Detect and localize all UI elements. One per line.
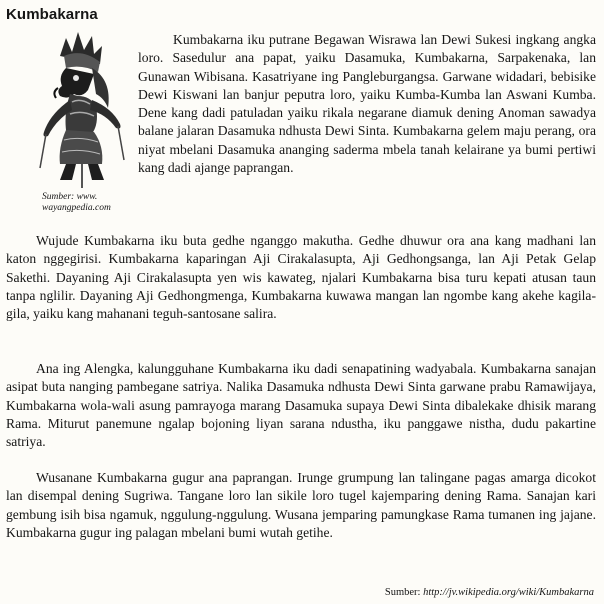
paragraph-2: Wujude Kumbakarna iku buta gedhe nganggo makutha. Gedhe dhuwur ora ana kang madhani lan katon nggegirisi. Kumbakarna kaparingan Aji Cirakalasupta, Aji Gedhongsanga, lan Aji Petak Gelap Sakethi. Dayaning Aji Cirakalasupta yen wis kawateg, njalari Kumbakarna bisa turu kepati atusan taun tanpa nglilir. Dayaning Aji Gedhongmenga, Kumbakarna kuwawa mangan lan ngombe kang akehe kagila-gila, yaiku kang mahanani teguh-santosane salira. bbox=[6, 233, 596, 322]
source-citation bbox=[385, 587, 594, 598]
figure-caption: Sumber: www. wayangpedia.com bbox=[42, 192, 111, 213]
paragraph-1: Kumbakarna iku putrane Begawan Wisrawa lan Dewi Sukesi ingkang angka loro. Sasedulur ana papat, yaiku Dasamuka, Kumbakarna, Sarpakenaka, lan Gunawan Wibisana. Kasatriyane ing Pangleburgangsa. Garwane widadari, bebisike Dewi Kiswani lan banjur peputra loro, yaiku Kumba-Kumba lan Aswani Kumba. Dene kang dadi patuladan yaiku rikala negarane diamuk dening Anoman sawadya balane jalaran Dasamuka ndhusta Dewi Sinta. Kumbakarna gelem maju perang, ora niyat mbelani Dasamuka ananging saderma mbela tanah kelairane ya bumi pertiwi kang dadi ajange paprangan. bbox=[138, 32, 596, 176]
source-label: Sumber: bbox=[384, 587, 421, 598]
paragraph-3: Ana ing Alengka, kalungguhane Kumbakarna iku dadi senapatining wadyabala. Kumbakarna sanajan asipat buta nanging pambegane satriya. Nalika Dasamuka ndhusta Dewi Sinta garwane prabu Ramawijaya, Kumbakarna wola-wali asung pamrayoga marang Dasamuka supaya Dewi Sinta dibalekake dhisik marang Rama. Miturut panemune ngalap bojoning liyan sarana ndustha, iku panggawe nistha, dudu pakartine satriya. bbox=[6, 361, 596, 450]
paragraph-4: Wusanane Kumbakarna gugur ana paprangan. Irunge grumpung lan talingane pagas amarga dicokot lan disempal dening Sugriwa. Tangane loro lan sikile loro tugel kajemparing dening Rama. Sanajan kari gembung isih bisa ngamuk, nggulung-nggulung. Wusana jemparing pamungkase Rama tumanen ing jajane. Kumbakarna gugur ing palagan mbelani bumi wutah getihe. bbox=[6, 470, 596, 540]
page-title: Kumbakarna bbox=[6, 6, 98, 23]
source-link[interactable]: http://jv.wikipedia.org/wiki/Kumbakarna bbox=[423, 587, 594, 598]
wayang-puppet-icon bbox=[30, 28, 130, 188]
